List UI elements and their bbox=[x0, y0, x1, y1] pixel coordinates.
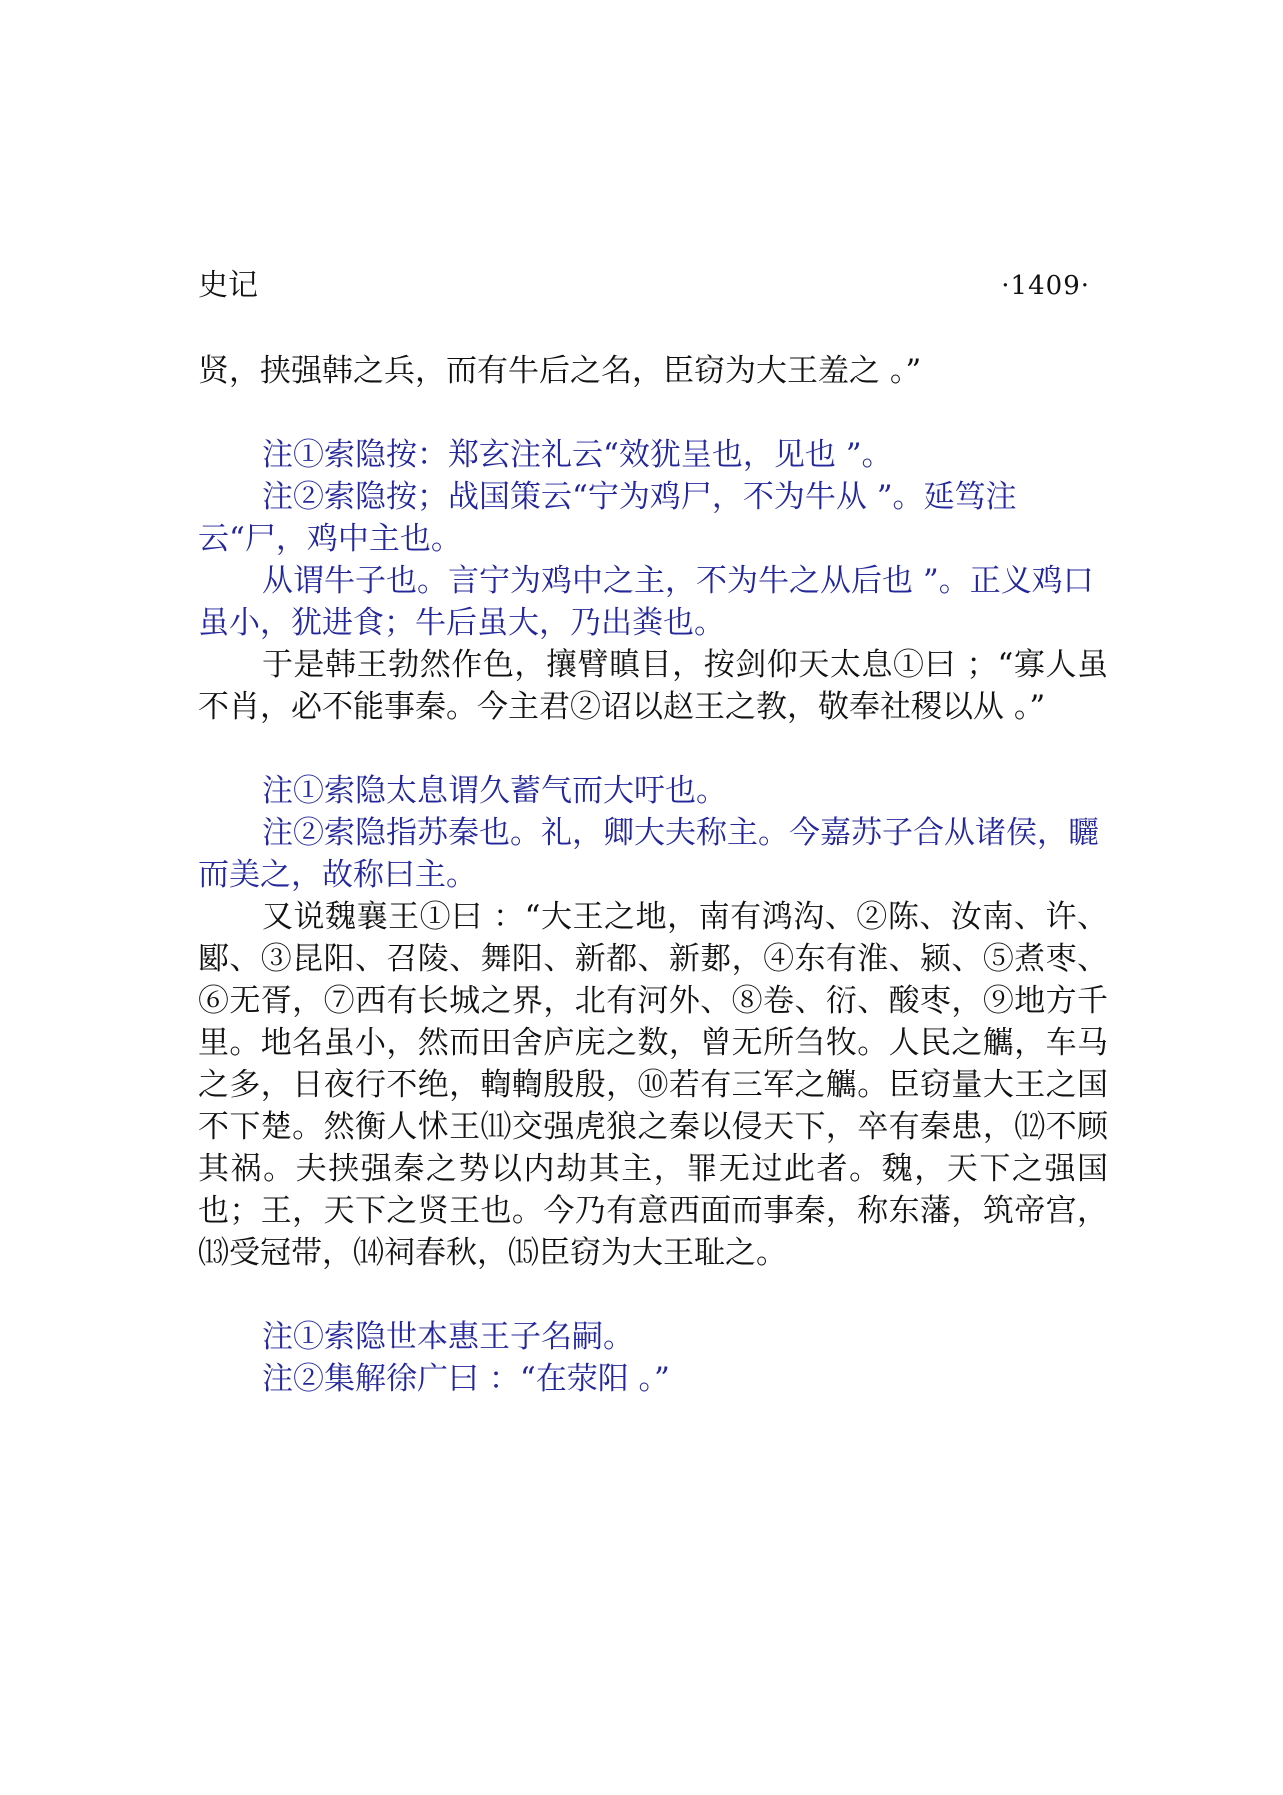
annotation-note: 注②索隐指苏秦也。礼，卿大夫称主。今嘉苏子合从诸侯，矖而美之，故称曰主。 bbox=[198, 815, 1099, 893]
annotation-note: 注②集解徐广曰 ：“在荥阳 。” bbox=[262, 1361, 670, 1397]
annotation-note: 从谓牛子也。言宁为鸡中之主，不为牛之从后也 ”。正义鸡口虽小，犹进食；牛后虽大，乃出粪也。 bbox=[198, 563, 1094, 641]
annotation-note: 注①索隐世本惠王子名嗣。 bbox=[262, 1319, 634, 1355]
page-header bbox=[198, 266, 1090, 306]
page-number: ·1409· bbox=[1001, 271, 1090, 301]
page-body bbox=[198, 350, 1108, 1400]
main-text-paragraph: 又说魏襄王①曰 ：“大王之地，南有鸿沟、②陈、汝南、许、郾、③昆阳、召陵、舞阳、新都、新郪，④东有淮、颍、⑤煮枣、⑥无胥，⑦西有长城之界，北有河外、⑧卷、衍、酸枣，⑨地方千里。地名虽小，然而田舍庐庑之数，曾无所刍牧。人民之觽，车马之多，日夜行不绝，輷輷殷殷，⑩若有三军之觽。臣窃量大王之国不下楚。然衡人怵王⑾交强虎狼之秦以侵天下，卒有秦患，⑿不顾其祸。夫挟强秦之势以内劫其主，罪无过此者。魏，天下之强国也；王，天下之贤王也。今乃有意西面而事秦，称东藩，筑帝宫，⒀受冠带，⒁祠春秋，⒂臣窃为大王耻之。 bbox=[198, 899, 1108, 1271]
paragraph-gap bbox=[198, 1274, 1108, 1316]
annotation-note: 注①索隐按：郑玄注礼云“效犹呈也，见也 ”。 bbox=[262, 437, 893, 473]
book-title: 史记 bbox=[198, 268, 258, 303]
paragraph-gap bbox=[198, 728, 1108, 770]
annotation-note: 注②索隐按；战国策云“宁为鸡尸，不为牛从 ”。延笃注云“尸，鸡中主也。 bbox=[198, 479, 1017, 557]
annotation-note: 注①索隐太息谓久蓄气而大吁也。 bbox=[262, 773, 727, 809]
main-text-paragraph: 贤，挟强韩之兵，而有牛后之名，臣窃为大王羞之 。” bbox=[198, 353, 922, 389]
paragraph-gap bbox=[198, 392, 1108, 434]
main-text-paragraph: 于是韩王勃然作色，攘臂瞋目，按剑仰天太息①曰 ；“寡人虽不肖，必不能事秦。今主君②诏以赵王之教，敬奉社稷以从 。” bbox=[198, 647, 1108, 725]
